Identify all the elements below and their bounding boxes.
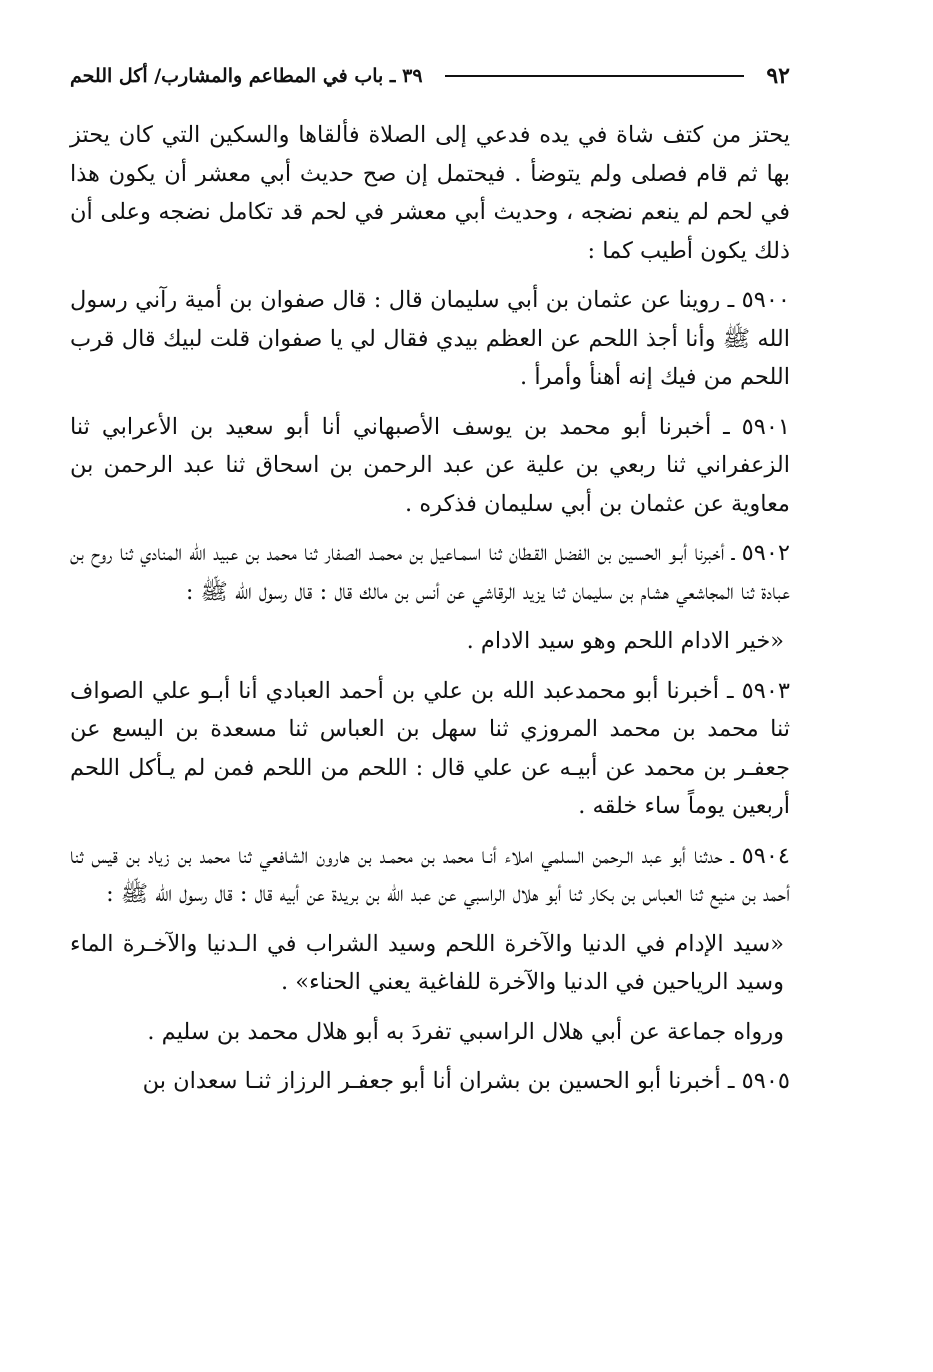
document-page [70, 58, 790, 1112]
hadith-5902: ٥٩٠٢ ـ أخبرنا أبـو الحسين بن الفضل القـطان ثنا اسمـاعيل بن محمـد الصفار ثنا محمد بن عبيد الله المنادي ثنا روح بن عبادة ثنا المجاشعي هشام بن سليمان ثنا يزيد الرقاشي عن أنس بن مالك قال : قال رسول الله ﷺ : [70, 540, 790, 605]
hadith-5903: ٥٩٠٣ ـ أخبرنا أبو محمدعبد الله بن علي بن أحمد العبادي أنا أبـو علي الصواف ثنا محمد بن محمد المروزي ثنا سهل بن العباس ثنا مسعدة بن اليسع عن جعفـر بن محمد عن أبيـه عن علي قال : اللحم من اللحم فمن لم يـأكل اللحم أربعين يوماً ساء خلقه . [70, 677, 790, 819]
running-title: ٣٩ ـ باب في المطاعم والمشارب/ أكل اللحم [70, 65, 423, 87]
quote-5904: «سيد الإدام في الدنيا والآخرة اللحم وسيد الشراب في الـدنيا والآخـرة الماء وسيد الرياحين في الدنيا والآخرة للفاغية يعني الحناء» . [70, 930, 784, 995]
quote-5902: «خير الادام اللحم وهو سيد الادام . [466, 628, 784, 654]
hadith-5901: ٥٩٠١ ـ أخبرنا أبو محمد بن يوسف الأصبهاني أنا أبو سعيد بن الأعرابي ثنا الزعفراني ثنا ربعي بن علية عن عبد الرحمن بن اسحاق ثنا عبد الرحمن بن معاوية عن عثمان بن أبي سليمان فذكره . [70, 413, 790, 517]
hadith-5900: ٥٩٠٠ ـ روينا عن عثمان بن أبي سليمان قال : قال صفوان بن أمية رآني رسول الله ﷺ وأنا أجذ اللحم عن العظم بيدي فقال لي يا صفوان قلت لبيك قال قرب اللحم من فيك إنه أهنأ وأمرأ . [70, 287, 790, 390]
header-rule [445, 75, 745, 77]
body-text [70, 116, 790, 1101]
note-5904: ورواه جماعة عن أبي هلال الراسبي تفردَ به أبو هلال محمد بن سليم . [147, 1018, 784, 1045]
hadith-5905: ٥٩٠٥ ـ أخبرنا أبو الحسين بن بشران أنا أبو جعفـر الرزاز ثنـا سعدان بن [142, 1068, 790, 1094]
hadith-5904: ٥٩٠٤ ـ حدثنا أبو عبد الـرحمن السلمي املاء أنـا محمد بن محمـد بن هارون الشافعي ثنا محمد بن زياد بن قيس ثنا أحمد بن منيع ثنا العباس بن بكار ثنا أبو هلال الراسبي عن عبد الله بن بريدة عن أبيه قال : قال رسول الله ﷺ : [70, 842, 790, 907]
page-number: ٩٢ [766, 63, 790, 89]
page-header [70, 58, 790, 94]
paragraph-continuation: يحتز من كتف شاة في يده فدعي إلى الصلاة فألقاها والسكين التي كان يحتز بها ثم قام فصلى ولم يتوضأ . فيحتمل إن صح حديث أبي معشر أن يكون هذا في لحم لم ينعم نضجه ، وحديث أبي معشر في لحم قد تكامل نضجه وعلى أن ذلك يكون أطيب كما : [70, 122, 790, 264]
